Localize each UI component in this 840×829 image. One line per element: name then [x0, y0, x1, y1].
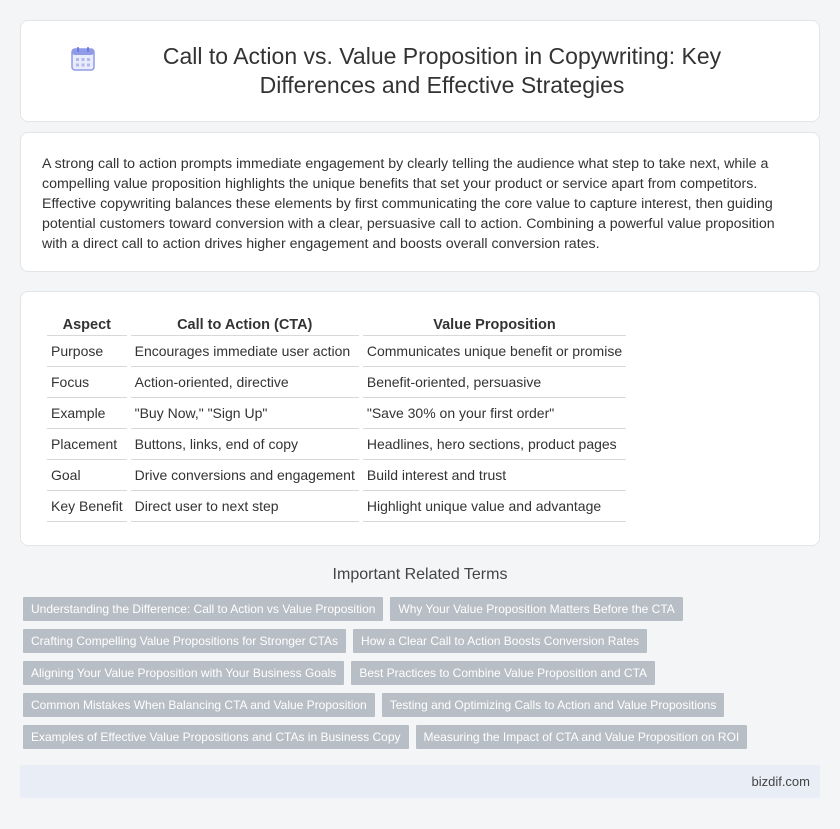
related-term-link[interactable]: Aligning Your Value Proposition with Your Business Goals [23, 661, 344, 685]
table-cell: Communicates unique benefit or promise [363, 336, 626, 367]
table-cell: Purpose [47, 336, 127, 367]
table-cell: Goal [47, 460, 127, 491]
table-cell: Highlight unique value and advantage [363, 491, 626, 522]
comparison-table [43, 312, 630, 522]
header-card [20, 20, 820, 122]
intro-card [20, 132, 820, 272]
related-term-link[interactable]: Best Practices to Combine Value Proposition and CTA [351, 661, 655, 685]
table-cell: Benefit-oriented, persuasive [363, 367, 626, 398]
related-terms-heading: Important Related Terms [332, 566, 508, 583]
related-term-link[interactable]: Testing and Optimizing Calls to Action and Value Propositions [382, 693, 725, 717]
table-header-row [47, 312, 626, 336]
table-cell: Key Benefit [47, 491, 127, 522]
table-row [47, 491, 626, 522]
table-cell: Focus [47, 367, 127, 398]
table-cell: Buttons, links, end of copy [131, 429, 359, 460]
page-title: Call to Action vs. Value Proposition in Copywriting: Key Differences and Effective Strategies [162, 43, 722, 98]
column-header: Value Proposition [363, 312, 626, 336]
table-cell: "Buy Now," "Sign Up" [131, 398, 359, 429]
table-cell: Action-oriented, directive [131, 367, 359, 398]
related-term-link[interactable]: Why Your Value Proposition Matters Before the CTA [390, 597, 682, 621]
table-cell: Headlines, hero sections, product pages [363, 429, 626, 460]
table-row [47, 336, 626, 367]
table-cell: Drive conversions and engagement [131, 460, 359, 491]
table-cell: Encourages immediate user action [131, 336, 359, 367]
tag-row [23, 693, 823, 717]
related-term-link[interactable]: Examples of Effective Value Propositions and CTAs in Business Copy [23, 725, 409, 749]
footer [20, 765, 820, 798]
column-header: Aspect [47, 312, 127, 336]
column-header: Call to Action (CTA) [131, 312, 359, 336]
related-term-link[interactable]: Crafting Compelling Value Propositions for Stronger CTAs [23, 629, 346, 653]
site-name[interactable]: bizdif.com [751, 774, 810, 789]
table-cell: "Save 30% on your first order" [363, 398, 626, 429]
intro-paragraph: A strong call to action prompts immediate engagement by clearly telling the audience what step to take next, while a compelling value proposition highlights the unique benefits that set your product or service apart from competitors. Effective copywriting balances these elements by first communicating the core value to capture interest, then guiding potential customers toward conversion with a clear, persuasive call to action. Combining a powerful value proposition with a direct call to action drives higher engagement and boosts overall conversion rates. [42, 156, 775, 252]
table-cell: Direct user to next step [131, 491, 359, 522]
related-term-link[interactable]: Understanding the Difference: Call to Action vs Value Proposition [23, 597, 383, 621]
table-row [47, 398, 626, 429]
table-row [47, 429, 626, 460]
table-row [47, 367, 626, 398]
tag-row [23, 629, 823, 653]
related-term-link[interactable]: Common Mistakes When Balancing CTA and Value Proposition [23, 693, 375, 717]
calendar-icon [70, 46, 96, 72]
table-cell: Placement [47, 429, 127, 460]
table-cell: Build interest and trust [363, 460, 626, 491]
tag-row [23, 725, 823, 749]
tag-row [23, 597, 823, 621]
table-row [47, 460, 626, 491]
comparison-card [20, 291, 820, 546]
tag-row [23, 661, 823, 685]
table-cell: Example [47, 398, 127, 429]
related-term-link[interactable]: How a Clear Call to Action Boosts Conversion Rates [353, 629, 647, 653]
related-term-link[interactable]: Measuring the Impact of CTA and Value Proposition on ROI [416, 725, 748, 749]
related-terms-list [23, 597, 823, 757]
